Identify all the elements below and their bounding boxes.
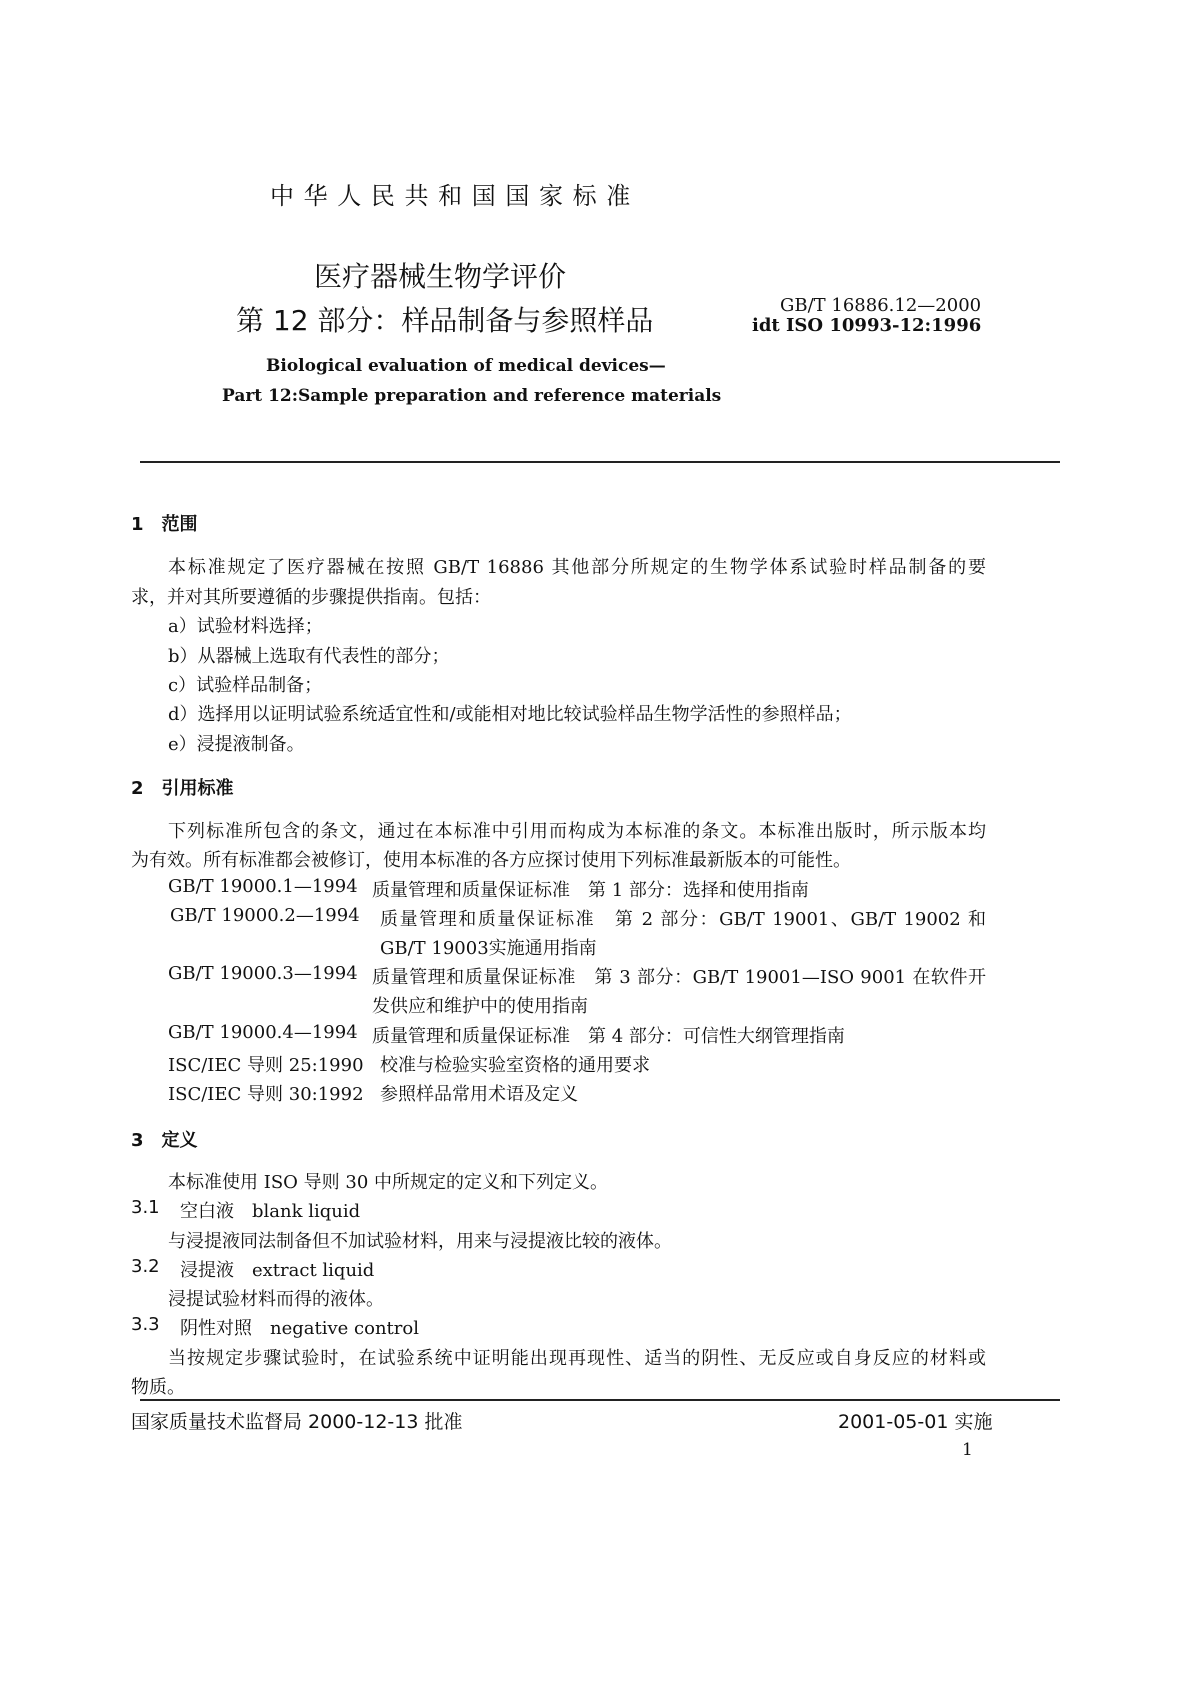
reference-title: 质量管理和质量保证标准 第 3 部分：GB/T 19001—ISO 9001 在软件开 bbox=[372, 967, 986, 988]
section-1-paragraph-line2: 求，并对其所要遵循的步骤提供指南。包括： bbox=[131, 587, 491, 608]
reference-code: GB/T 19000.4—1994 bbox=[168, 1022, 358, 1043]
definition-term: 阴性对照 negative control bbox=[180, 1318, 419, 1339]
section-3-intro: 本标准使用 ISO 导则 30 中所规定的定义和下列定义。 bbox=[168, 1172, 608, 1193]
reference-title: 校准与检验实验室资格的通用要求 bbox=[380, 1055, 650, 1076]
footer-divider bbox=[140, 1399, 1060, 1401]
reference-code: GB/T 19000.1—1994 bbox=[168, 876, 358, 897]
list-item: d）选择用以证明试验系统适宜性和/或能相对地比较试验样品生物学活性的参照样品； bbox=[168, 704, 852, 725]
standard-code-line1: GB/T 16886.12—2000 bbox=[780, 295, 982, 316]
section-1-heading: 1 范围 bbox=[131, 514, 198, 535]
header-divider bbox=[140, 461, 1060, 463]
reference-title: 参照样品常用术语及定义 bbox=[380, 1084, 578, 1105]
list-item: b）从器械上选取有代表性的部分； bbox=[168, 646, 450, 667]
section-3-heading: 3 定义 bbox=[131, 1130, 198, 1151]
reference-code: ISC/IEC 导则 25:1990 bbox=[168, 1055, 364, 1076]
section-2-heading: 2 引用标准 bbox=[131, 778, 234, 799]
definition-text: 当按规定步骤试验时，在试验系统中证明能出现再现性、适当的阴性、无反应或自身反应的材料或 bbox=[168, 1348, 986, 1369]
reference-title-continued: GB/T 19003实施通用指南 bbox=[380, 938, 597, 959]
definition-number: 3.3 bbox=[131, 1314, 160, 1335]
definition-text: 与浸提液同法制备但不加试验材料，用来与浸提液比较的液体。 bbox=[168, 1231, 672, 1252]
standard-code bbox=[752, 296, 981, 336]
list-item: e）浸提液制备。 bbox=[168, 734, 305, 755]
definition-number: 3.1 bbox=[131, 1197, 160, 1218]
section-2-paragraph-line2: 为有效。所有标准都会被修订，使用本标准的各方应探讨使用下列标准最新版本的可能性。 bbox=[131, 850, 851, 871]
title-en-line1: Biological evaluation of medical devices— bbox=[266, 356, 666, 376]
list-item: a）试验材料选择； bbox=[168, 616, 323, 637]
definition-number: 3.2 bbox=[131, 1256, 160, 1277]
standard-code-line2: idt ISO 10993-12:1996 bbox=[752, 315, 982, 336]
effective-date: 2001-05-01 实施 bbox=[838, 1411, 993, 1433]
title-cn-line1: 医疗器械生物学评价 bbox=[314, 260, 567, 293]
definition-term: 浸提液 extract liquid bbox=[180, 1260, 375, 1281]
reference-code: GB/T 19000.3—1994 bbox=[168, 963, 358, 984]
section-1-paragraph-line1: 本标准规定了医疗器械在按照 GB/T 16886 其他部分所规定的生物学体系试验时样品制备的要 bbox=[168, 557, 986, 578]
section-2-paragraph-line1: 下列标准所包含的条文，通过在本标准中引用而构成为本标准的条文。本标准出版时，所示版本均 bbox=[168, 821, 986, 842]
reference-code: ISC/IEC 导则 30:1992 bbox=[168, 1084, 364, 1105]
page-number: 1 bbox=[962, 1440, 973, 1460]
reference-title-continued: 发供应和维护中的使用指南 bbox=[372, 996, 588, 1017]
reference-title: 质量管理和质量保证标准 第 4 部分：可信性大纲管理指南 bbox=[372, 1026, 845, 1047]
definition-text: 浸提试验材料而得的液体。 bbox=[168, 1289, 384, 1310]
reference-title: 质量管理和质量保证标准 第 1 部分：选择和使用指南 bbox=[372, 880, 809, 901]
definition-text-continued: 物质。 bbox=[131, 1377, 185, 1398]
reference-code: GB/T 19000.2—1994 bbox=[170, 905, 360, 926]
title-cn-line2: 第 12 部分：样品制备与参照样品 bbox=[236, 304, 654, 337]
title-en-line2: Part 12:Sample preparation and reference materials bbox=[222, 386, 722, 406]
national-standard-heading: 中 华 人 民 共 和 国 国 家 标 准 bbox=[270, 182, 632, 210]
list-item: c）试验样品制备； bbox=[168, 675, 323, 696]
definition-term: 空白液 blank liquid bbox=[180, 1201, 361, 1222]
approval-line: 国家质量技术监督局 2000-12-13 批准 bbox=[131, 1411, 463, 1433]
reference-title: 质量管理和质量保证标准 第 2 部分：GB/T 19001、GB/T 19002 和 bbox=[380, 909, 986, 930]
